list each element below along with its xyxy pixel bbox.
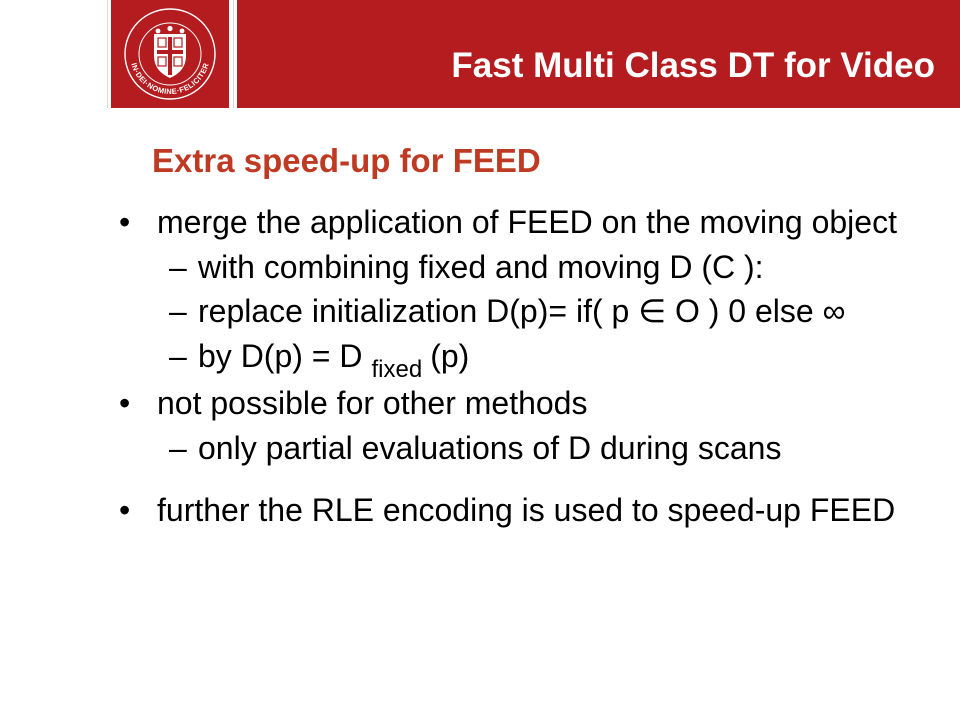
sub-item-text: replace initialization D(p)= if( p ∈ O ) 0 else ∞ bbox=[198, 293, 846, 329]
sub-item bbox=[169, 293, 846, 329]
bullet-text: not possible for other methods bbox=[157, 385, 588, 421]
sub-item bbox=[169, 249, 764, 285]
bullet-marker: • bbox=[119, 385, 131, 421]
seal-icon bbox=[111, 0, 229, 108]
subscript-text: fixed bbox=[371, 356, 423, 383]
header-edge-line-middle bbox=[233, 0, 234, 108]
dash-marker: – bbox=[169, 430, 187, 466]
sub-item-text-after: (p) bbox=[430, 338, 470, 374]
dash-marker: – bbox=[169, 249, 187, 285]
bullet-text: merge the application of FEED on the moving object bbox=[157, 204, 897, 240]
sub-item-text: only partial evaluations of D during scans bbox=[198, 430, 782, 466]
dash-marker: – bbox=[169, 338, 187, 374]
seal-motto: IN·DEI·NOMINE·FELICITER bbox=[129, 61, 211, 97]
bullet-item bbox=[119, 385, 588, 421]
slide-subtitle: Extra speed-up for FEED bbox=[152, 142, 541, 179]
sub-item-text: by D(p) = D bbox=[198, 338, 363, 374]
sub-item bbox=[169, 338, 470, 383]
bullet-marker: • bbox=[119, 204, 131, 240]
bullet-text: further the RLE encoding is used to speed-up FEED bbox=[157, 492, 896, 528]
header-edge-line-left bbox=[107, 0, 108, 108]
bullet-item bbox=[119, 204, 897, 240]
bullet-marker: • bbox=[119, 492, 131, 528]
university-seal-logo bbox=[111, 0, 229, 108]
bullet-item bbox=[119, 492, 896, 528]
sub-item-text: with combining fixed and moving D (C ): bbox=[198, 249, 764, 285]
sub-item bbox=[169, 430, 782, 466]
dash-marker: – bbox=[169, 293, 187, 329]
slide-title: Fast Multi Class DT for Video bbox=[451, 46, 935, 85]
